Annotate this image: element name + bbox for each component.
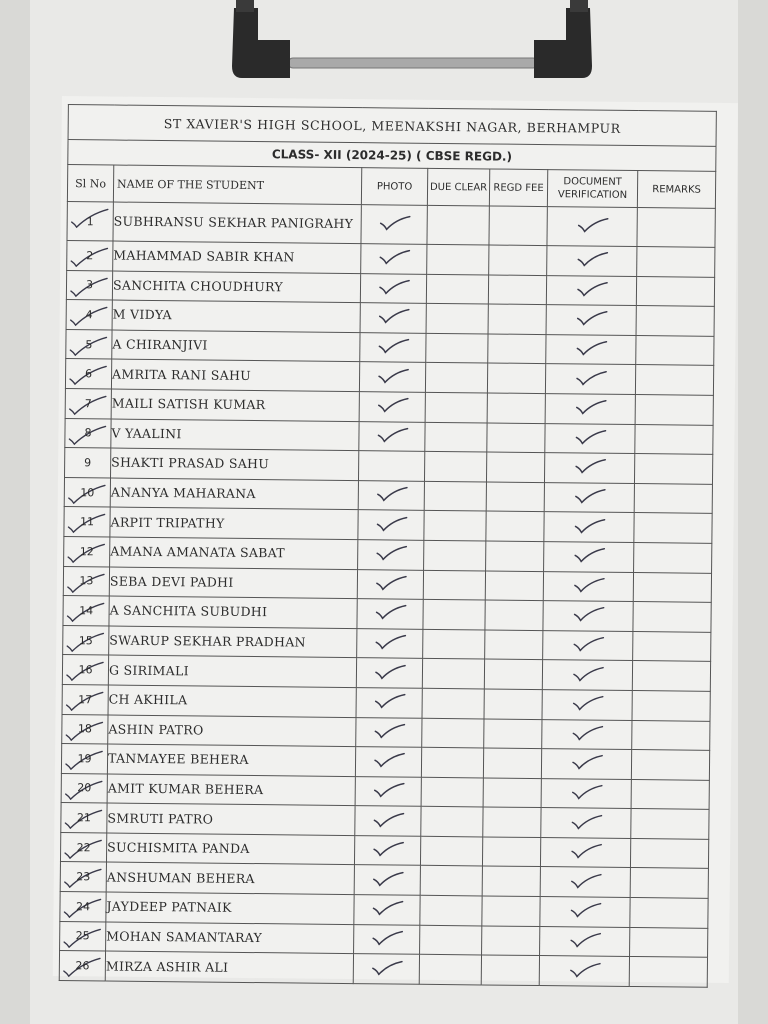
document-verification-cell	[540, 926, 630, 957]
checkmark-icon	[373, 574, 407, 590]
header-due-clear: DUE CLEAR	[427, 168, 489, 206]
regd-fee-cell	[482, 837, 540, 867]
document-verification-cell	[541, 778, 631, 809]
document-verification-cell	[543, 571, 633, 602]
serial-cell	[67, 241, 113, 271]
serial-number: 23	[76, 870, 91, 884]
checkmark-icon	[574, 280, 608, 296]
regd-fee-cell	[485, 630, 543, 660]
document-verification-cell	[543, 630, 633, 661]
remarks-cell	[630, 868, 708, 898]
checkmark-icon	[573, 428, 607, 444]
checkmark-icon	[376, 337, 410, 353]
student-name: SHAKTI PRASAD SAHU	[111, 448, 359, 480]
photo-cell	[353, 954, 419, 984]
serial-number: 17	[78, 692, 93, 707]
document-verification-cell	[543, 601, 633, 632]
checkmark-icon	[569, 813, 603, 829]
school-name: ST XAVIER'S HIGH SCHOOL, MEENAKSHI NAGAR, BERHAMPUR	[68, 105, 716, 147]
document-verification-cell	[544, 542, 634, 573]
student-name: MAHAMMAD SABIR KHAN	[113, 241, 361, 273]
checkmark-icon	[370, 870, 404, 886]
serial-cell	[60, 832, 106, 862]
document-verification-cell	[540, 867, 630, 898]
remarks-cell	[637, 247, 715, 277]
regd-fee-cell	[481, 955, 539, 985]
photo-cell	[357, 569, 423, 599]
regd-fee-cell	[487, 363, 545, 393]
checkmark-icon	[370, 900, 404, 916]
serial-cell	[63, 566, 109, 596]
due-clear-cell	[427, 205, 489, 245]
serial-cell	[62, 655, 108, 685]
regd-fee-cell	[487, 423, 545, 453]
class-title: CLASS- XII (2024-25) ( CBSE REGD.)	[68, 140, 716, 172]
document-verification-cell	[541, 749, 631, 780]
serial-number: 25	[75, 929, 90, 943]
remarks-cell	[636, 306, 714, 336]
regd-fee-cell	[488, 304, 546, 334]
remarks-cell	[632, 661, 710, 691]
checkmark-icon	[372, 692, 406, 708]
document-verification-cell	[545, 394, 635, 425]
serial-cell	[60, 921, 106, 951]
document-verification-cell	[546, 334, 636, 365]
remarks-cell	[634, 542, 712, 572]
serial-cell	[62, 714, 108, 744]
serial-number: 24	[75, 900, 91, 914]
student-name: SANCHITA CHOUDHURY	[112, 271, 360, 303]
photo-cell	[354, 865, 420, 895]
checkmark-icon	[370, 929, 404, 945]
header-remarks: REMARKS	[637, 171, 715, 209]
document-verification-cell	[544, 482, 634, 513]
photo-cell	[356, 688, 422, 718]
document-verification-cell	[544, 453, 634, 484]
serial-cell	[62, 684, 108, 714]
checkmark-icon	[371, 752, 405, 768]
serial-cell	[63, 625, 109, 655]
student-name: MIRZA ASHIR ALI	[105, 951, 353, 983]
serial-number: 3	[85, 278, 94, 292]
checkmark-icon	[371, 811, 405, 827]
checkmark-icon	[571, 606, 605, 622]
checkmark-icon	[570, 695, 604, 711]
document-verification-cell	[542, 719, 632, 750]
student-name: AMRITA RANI SAHU	[111, 359, 359, 391]
checkmark-icon	[373, 633, 407, 649]
checkmark-icon	[570, 665, 604, 681]
serial-number: 20	[77, 781, 92, 795]
student-name: G SIRIMALI	[108, 655, 356, 687]
checkmark-icon	[567, 961, 601, 977]
checkmark-icon	[374, 515, 408, 531]
serial-cell	[64, 507, 110, 537]
student-name: JAYDEEP PATNAIK	[106, 892, 354, 924]
remarks-cell	[636, 335, 714, 365]
checkmark-icon	[574, 369, 608, 385]
photo-cell	[358, 480, 424, 510]
serial-number: 11	[79, 515, 95, 529]
remarks-cell	[634, 483, 712, 513]
remarks-cell	[634, 454, 712, 484]
register-sheet	[53, 96, 738, 983]
checkmark-icon	[574, 310, 608, 326]
student-name: SUCHISMITA PANDA	[106, 833, 354, 865]
serial-number: 15	[78, 633, 93, 647]
checkmark-icon	[570, 724, 604, 740]
photo-cell	[361, 244, 427, 274]
due-clear-cell	[422, 718, 484, 748]
regd-fee-cell	[486, 452, 544, 482]
photo-cell	[358, 510, 424, 540]
serial-number: 26	[75, 959, 90, 973]
serial-cell	[65, 418, 111, 448]
photo-cell	[358, 451, 424, 481]
checkmark-icon	[375, 397, 409, 413]
checkmark-icon	[572, 487, 606, 503]
header-regd-fee: REGD FEE	[489, 169, 547, 207]
student-name: MAILI SATISH KUMAR	[111, 389, 359, 421]
serial-cell	[65, 448, 111, 478]
due-clear-cell	[427, 244, 489, 274]
photo-cell	[355, 776, 421, 806]
student-name: ANANYA MAHARANA	[110, 478, 358, 510]
header-photo: PHOTO	[361, 168, 427, 206]
serial-cell	[61, 744, 107, 774]
due-clear-cell	[421, 777, 483, 807]
serial-number: 16	[78, 663, 93, 677]
serial-number: 18	[77, 722, 92, 736]
document-verification-cell	[544, 512, 634, 543]
due-clear-cell	[424, 511, 486, 541]
checkmark-icon	[377, 249, 411, 265]
regd-fee-cell	[486, 541, 544, 571]
regd-fee-cell	[486, 482, 544, 512]
photo-cell	[358, 540, 424, 570]
document-verification-cell	[545, 364, 635, 395]
due-clear-cell	[426, 274, 488, 304]
document-verification-cell	[542, 660, 632, 691]
checkmark-icon	[575, 251, 609, 267]
regd-fee-cell	[483, 748, 541, 778]
remarks-cell	[636, 276, 714, 306]
regd-fee-cell	[483, 807, 541, 837]
header-document-verification: DOCUMENT VERIFICATION	[547, 170, 637, 208]
checkmark-icon	[568, 872, 602, 888]
checkmark-icon	[376, 367, 410, 383]
remarks-cell	[631, 779, 709, 809]
remarks-cell	[632, 720, 710, 750]
regd-fee-cell	[488, 334, 546, 364]
student-name: CH AKHILA	[108, 685, 356, 717]
due-clear-cell	[425, 392, 487, 422]
photo-cell	[360, 303, 426, 333]
due-clear-cell	[420, 866, 482, 896]
due-clear-cell	[426, 333, 488, 363]
regd-fee-cell	[482, 866, 540, 896]
checkmark-icon	[373, 604, 407, 620]
remarks-cell	[633, 572, 711, 602]
photo-cell	[357, 628, 423, 658]
photo-cell	[359, 421, 425, 451]
regd-fee-cell	[484, 659, 542, 689]
serial-number: 8	[84, 426, 92, 440]
regd-fee-cell	[485, 600, 543, 630]
checkmark-icon	[569, 754, 603, 770]
checkmark-icon	[377, 214, 411, 230]
document-verification-cell	[546, 305, 636, 336]
clipboard-clip-icon	[228, 0, 596, 82]
due-clear-cell	[421, 747, 483, 777]
checkmark-icon	[372, 722, 406, 738]
due-clear-cell	[426, 304, 488, 334]
student-name: TANMAYEE BEHERA	[107, 744, 355, 776]
photo-cell	[354, 835, 420, 865]
checkmark-icon	[569, 783, 603, 799]
table-row	[67, 202, 715, 248]
photo-cell	[355, 806, 421, 836]
checkmark-icon	[374, 485, 408, 501]
header-student-name: NAME OF THE STUDENT	[113, 165, 361, 205]
serial-number: 9	[84, 456, 92, 470]
regd-fee-cell	[487, 393, 545, 423]
serial-number: 10	[80, 485, 95, 499]
due-clear-cell	[424, 481, 486, 511]
remarks-cell	[629, 957, 707, 987]
document-verification-cell	[547, 246, 637, 277]
regd-fee-cell	[482, 896, 540, 926]
photo-cell	[360, 273, 426, 303]
regd-fee-cell	[489, 245, 547, 275]
serial-number: 19	[77, 752, 92, 766]
serial-cell	[59, 951, 105, 981]
checkmark-icon	[572, 517, 606, 533]
serial-cell	[67, 202, 113, 241]
student-name: AMANA AMANATA SABAT	[110, 537, 358, 569]
photo-cell	[356, 658, 422, 688]
photo-cell	[359, 362, 425, 392]
regd-fee-cell	[482, 926, 540, 956]
checkmark-icon	[575, 216, 609, 232]
regd-fee-cell	[488, 275, 546, 305]
serial-cell	[60, 892, 106, 922]
remarks-cell	[631, 809, 709, 839]
photo-cell	[361, 205, 427, 245]
serial-cell	[66, 329, 112, 359]
remarks-cell	[630, 838, 708, 868]
remarks-cell	[631, 750, 709, 780]
due-clear-cell	[421, 807, 483, 837]
remarks-cell	[635, 424, 713, 454]
photo-cell	[355, 747, 421, 777]
student-name: ANSHUMAN BEHERA	[106, 862, 354, 894]
photo-cell	[356, 717, 422, 747]
serial-cell	[65, 359, 111, 389]
due-clear-cell	[420, 836, 482, 866]
student-name: AMIT KUMAR BEHERA	[107, 774, 355, 806]
serial-cell	[64, 477, 110, 507]
student-name: ARPIT TRIPATHY	[110, 507, 358, 539]
due-clear-cell	[422, 659, 484, 689]
checkmark-icon	[371, 781, 405, 797]
photo-cell	[359, 392, 425, 422]
serial-cell	[64, 536, 110, 566]
remarks-cell	[635, 365, 713, 395]
student-name: M VIDYA	[112, 300, 360, 332]
document-verification-cell	[539, 956, 629, 987]
photo-cell	[354, 924, 420, 954]
serial-number: 14	[79, 604, 94, 618]
serial-cell	[61, 773, 107, 803]
checkmark-icon	[369, 959, 403, 975]
student-name: V YAALINI	[111, 419, 359, 451]
serial-number: 22	[76, 840, 91, 855]
student-name: ASHIN PATRO	[108, 715, 356, 747]
serial-number: 12	[79, 544, 94, 559]
serial-cell	[65, 389, 111, 419]
remarks-cell	[633, 602, 711, 632]
checkmark-icon	[568, 902, 602, 918]
photo-cell	[357, 599, 423, 629]
due-clear-cell	[420, 925, 482, 955]
due-clear-cell	[419, 955, 481, 985]
serial-number: 1	[86, 214, 94, 228]
serial-cell	[61, 803, 107, 833]
regd-fee-cell	[484, 689, 542, 719]
student-name: A CHIRANJIVI	[112, 330, 360, 362]
student-name: SMRUTI PATRO	[107, 803, 355, 835]
due-clear-cell	[424, 451, 486, 481]
header-sl-no: Sl No	[67, 165, 113, 202]
regd-fee-cell	[483, 778, 541, 808]
regd-fee-cell	[485, 570, 543, 600]
remarks-cell	[630, 927, 708, 957]
student-name: SEBA DEVI PADHI	[109, 567, 357, 599]
serial-number: 5	[85, 337, 93, 351]
remarks-cell	[630, 898, 708, 928]
due-clear-cell	[420, 895, 482, 925]
serial-cell	[60, 862, 106, 892]
checkmark-icon	[573, 458, 607, 474]
remarks-cell	[634, 513, 712, 543]
checkmark-icon	[571, 635, 605, 651]
due-clear-cell	[425, 422, 487, 452]
student-name: SUBHRANSU SEKHAR PANIGRAHY	[113, 202, 361, 244]
remarks-cell	[633, 631, 711, 661]
remarks-cell	[632, 690, 710, 720]
checkmark-icon	[375, 426, 409, 442]
regd-fee-cell	[484, 718, 542, 748]
remarks-cell	[635, 394, 713, 424]
student-name: SWARUP SEKHAR PRADHAN	[109, 626, 357, 658]
serial-number: 6	[85, 367, 93, 381]
student-name: MOHAN SAMANTARAY	[106, 922, 354, 954]
checkmark-icon	[571, 576, 605, 592]
checkmark-icon	[568, 931, 602, 947]
checkmark-icon	[376, 278, 410, 294]
student-register-table	[59, 104, 717, 988]
serial-cell	[63, 596, 109, 626]
serial-cell	[66, 270, 112, 300]
due-clear-cell	[423, 570, 485, 600]
document-verification-cell	[540, 837, 630, 868]
serial-number: 7	[84, 397, 92, 411]
due-clear-cell	[422, 688, 484, 718]
serial-number: 2	[86, 249, 94, 263]
document-verification-cell	[547, 207, 637, 247]
photo-cell	[360, 332, 426, 362]
due-clear-cell	[423, 629, 485, 659]
checkmark-icon	[374, 545, 408, 561]
serial-cell	[66, 300, 112, 330]
regd-fee-cell	[486, 511, 544, 541]
checkmark-icon	[371, 840, 405, 856]
checkmark-icon	[372, 663, 406, 679]
serial-number: 13	[79, 574, 94, 588]
checkmark-icon	[569, 843, 603, 859]
remarks-cell	[637, 208, 715, 248]
document-verification-cell	[545, 423, 635, 454]
due-clear-cell	[424, 540, 486, 570]
table-row	[59, 951, 707, 987]
regd-fee-cell	[489, 206, 547, 246]
document-verification-cell	[540, 897, 630, 928]
serial-number: 4	[85, 308, 93, 322]
student-name: A SANCHITA SUBUDHI	[109, 596, 357, 628]
photo-cell	[354, 895, 420, 925]
checkmark-icon	[572, 547, 606, 563]
checkmark-icon	[574, 339, 608, 355]
serial-number: 21	[76, 811, 92, 825]
due-clear-cell	[423, 599, 485, 629]
checkmark-icon	[573, 399, 607, 415]
checkmark-icon	[376, 308, 410, 324]
document-verification-cell	[542, 689, 632, 720]
document-verification-cell	[541, 808, 631, 839]
document-verification-cell	[546, 275, 636, 306]
due-clear-cell	[425, 363, 487, 393]
